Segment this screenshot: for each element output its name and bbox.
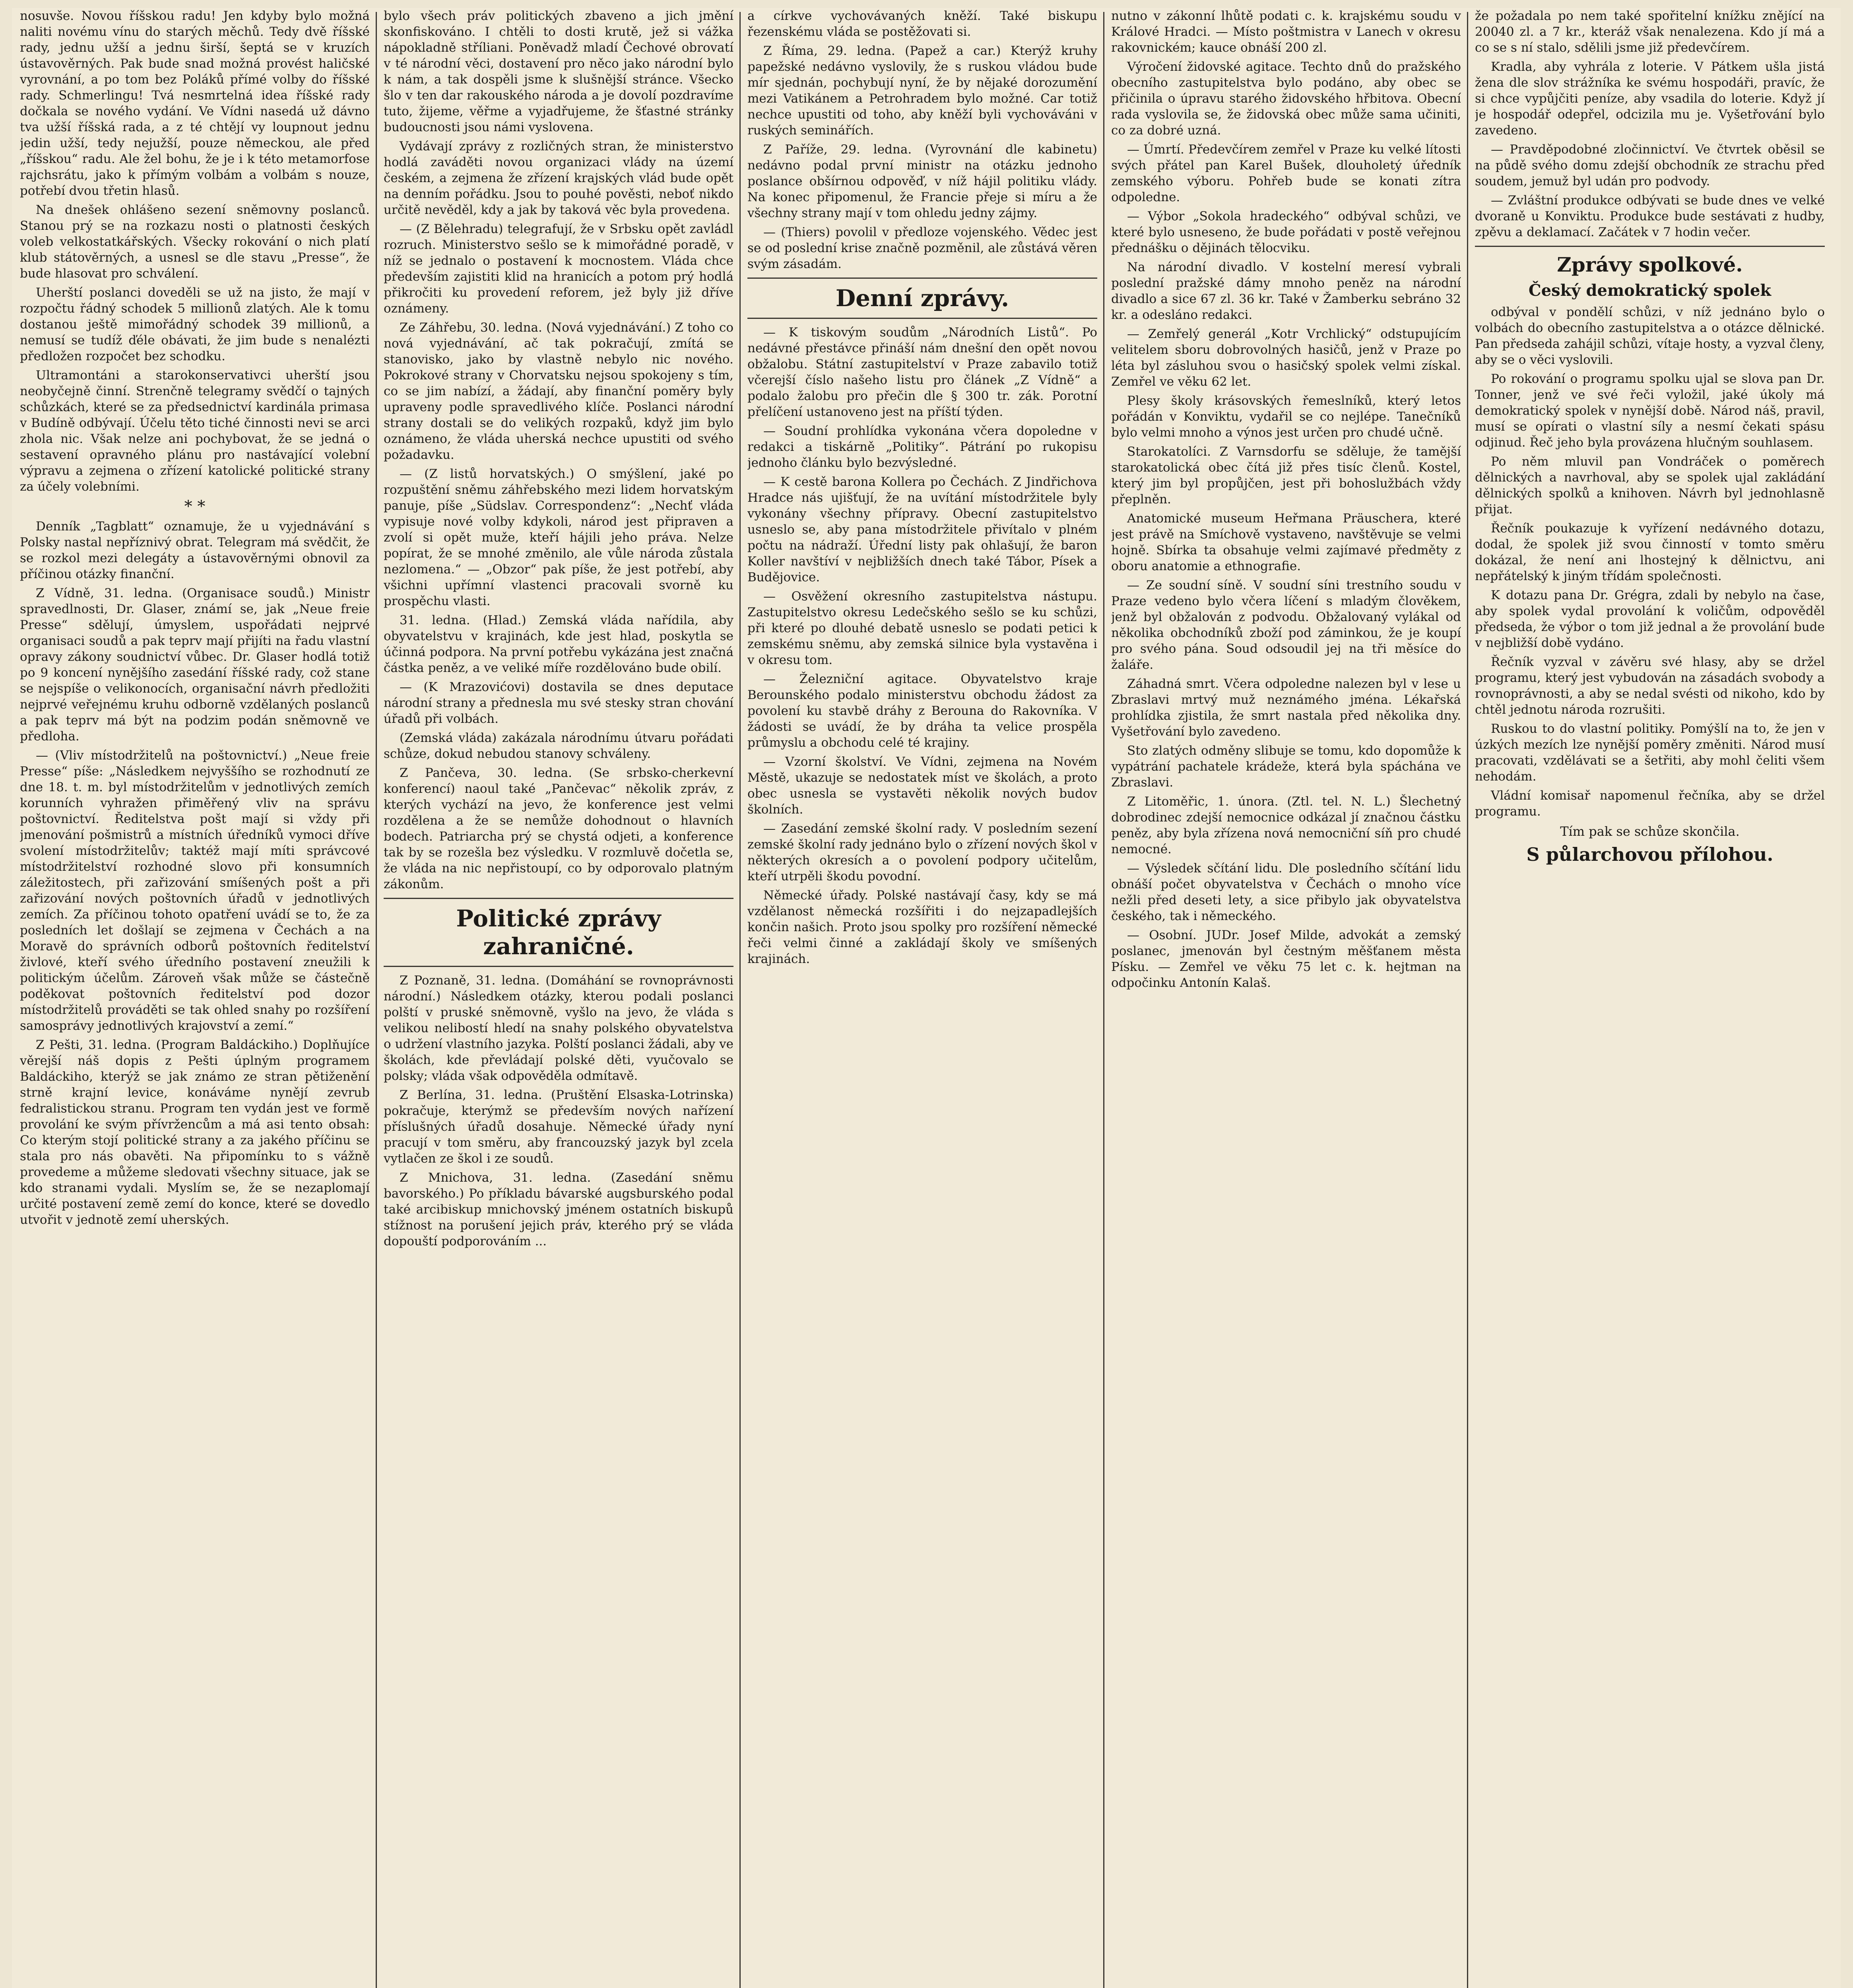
paragraph: — Ze soudní síně. V soudní síni trestního soudu v Praze vedeno bylo včera líčení s mladým člověkem, jenž byl obžalován z podvodu. Obžalovaný vylákal od několika obchodníků zboží pod záminkou, že je koupí pro svého pána. Soud odsoudil jej na tři měsíce do žaláře. — [1111, 578, 1461, 672]
column-1 — [20, 8, 370, 1988]
paragraph: — (K Mrazovićovi) dostavila se dnes deputace národní strany a přednesla mu své stesky stran chování úřadů při volbách. — [384, 680, 733, 726]
column-2 — [384, 8, 733, 1988]
subsection-title-democratic-club: Český demokratický spolek — [1528, 281, 1772, 300]
paragraph: Z Paříže, 29. ledna. (Vyrovnání dle kabinetu) nedávno podal první ministr na otázku jednoho poslance obšírnou odpověď, v níž hájil politiku vlády. Na konec připomenul, že Francie přeje si míru a že všechny strany mají v tom ohledu jedny zájmy. — [747, 142, 1097, 220]
paragraph: — Osobní. JUDr. Josef Milde, advokát a zemský poslanec, jmenován byl čestným měšťanem města Písku. — Zemřel ve věku 75 let c. k. hejtman na odpočinku Antonín Kalaš. — [1111, 928, 1461, 990]
paragraph: — K tiskovým soudům „Národních Listů“. Po nedávné přestávce přináší nám dnešní den opět novou obžalobu. Státní zastupitelství v Praze zabavilo totiž včerejší číslo našeho listu pro článek „Z Vídně“ a podalo žalobu pro přečin dle § 300 tr. zák. Porotní přelíčení ustanoveno jest na příští týden. — [747, 325, 1097, 419]
paragraph: Vládní komisař napomenul řečníka, aby se držel programu. — [1475, 788, 1825, 819]
paragraph: Ruskou to do vlastní politiky. Pomýšlí na to, že jen v úzkých mezích lze nynější poměry změniti. Národ musí pracovati, vzdělávati se a šetřiti, aby mohl čeliti všem nehodám. — [1475, 722, 1825, 784]
paragraph: Německé úřady. Polské nastávají časy, kdy se má vzdělanost německá rozšířiti i do nejzapadlejších končin našich. Proto jsou spolky pro rozšíření německé řeči velmi činné a zakládají školy ve smíšených krajinách. — [747, 888, 1097, 966]
paragraph: Uherští poslanci doveděli se už na jisto, že mají v rozpočtu řádný schodek 5 millionů zlatých. Ale k tomu dostanou ještě mimořádný schodek 39 millionů, a nemusí se tudíž ďéle obávati, že jim bude s nenalézti předložen rozpočet bez schodku. — [20, 285, 370, 363]
paragraph: Denník „Tagblatt“ oznamuje, že u vyjednávání s Polsky nastal nepříznivý obrat. Telegram má svědčit, že se rozkol mezi delegáty a ústavověrnými obnovil za příčinou otázky finanční. — [20, 519, 370, 581]
paragraph: Na národní divadlo. V kostelní meresí vybrali poslední pražské dámy mnoho peněz na národní divadlo a sice 67 zl. 36 kr. Také v Žamberku sebráno 32 kr. a odesláno redakci. — [1111, 260, 1461, 322]
paragraph: Z Pančeva, 30. ledna. (Se srbsko-cherkevní konferencí) naoul také „Pančevac“ několik zpráv, z kterých vychází na jevo, že konference jest velmi rozdělena a že se nemůže dohodnout o hlavních bodech. Patriarcha prý se chystá odjeti, a konference tak by se rozešla bez výsledku. V rozmluvě dočetla se, že vláda na nic nepřistoupí, co by odporovalo platným zákonům. — [384, 766, 733, 891]
paragraph: Na dnešek ohlášeno sezení sněmovny poslanců. Stanou prý se na rozkazu nosti o platnosti českých voleb velkostatkářských. Všecky rokování o nich platí klub státověrných, a usnesl se dle stavu „Presse“, že bude hlasovat pro schválení. — [20, 203, 370, 281]
paragraph: — Zemřelý generál „Kotr Vrchlický“ odstupujícím velitelem sboru dobrovolných hasičů, jenž v Praze po léta byl zásluhou svou o hasičský spolek velmi získal. Zemřel ve věku 62 let. — [1111, 327, 1461, 389]
column-divider — [739, 12, 741, 1988]
paragraph: Z Litoměřic, 1. února. (Ztl. tel. N. L.) Šlechetný dobrodinec zdejší nemocnice odkázal jí značnou částku peněz, aby byla zřízena nová nemocniční síň pro chudé nemocné. — [1111, 794, 1461, 856]
paragraph: Vydávají zprávy z rozličných stran, že ministerstvo hodlá zaváděti novou organizaci vlády na území českém, a zejmena že zřízení krajských vlád bude opět na denním pořádku. Jsou to pouhé pověsti, neboť nikdo určitě nevěděl, kdy a jak by taková věc byla provedena. — [384, 139, 733, 217]
paragraph: — Úmrtí. Předevčírem zemřel v Praze ku velké lítosti svých přátel pan Karel Bušek, dlouholetý úředník zemského výboru. Pohřeb bude se konati zítra odpoledne. — [1111, 142, 1461, 204]
column-divider — [1103, 12, 1104, 1988]
section-rule — [747, 278, 1097, 279]
section-rule — [747, 318, 1097, 319]
paragraph: — Soudní prohlídka vykonána včera dopoledne v redakci a tiskárně „Politiky“. Pátrání po rukopisu jednoho článku bylo bezvýsledné. — [747, 424, 1097, 470]
asterisk-separator: * * — [184, 497, 206, 516]
paragraph: Řečník poukazuje k vyřízení nedávného dotazu, dodal, že spolek již svou činností v tomto směru dokázal, že není ani lhostejný k dělnictvu, ani nepřátelský k jiným třídám společnosti. — [1475, 521, 1825, 583]
paragraph: — (Z listů horvatských.) O smýšlení, jaké po rozpuštění sněmu záhřebského mezi lidem horvatským panuje, píše „Südslav. Correspondenz“: „Nechť vláda vypisuje nové volby kdykoli, národ jest připraven a zvolí si opět muže, kteří hájili jeho práva. Nelze popírat, že se mnohé změnilo, ale vůle národa zůstala nezlomena.“ — „Obzor“ pak píše, že jest potřebí, aby všichni upřímní vlastenci pracovali svorně ku prospěchu vlasti. — [384, 467, 733, 608]
column-divider — [376, 12, 377, 1988]
paragraph: Výročení židovské agitace. Techto dnů do pražského obecního zastupitelstva bylo podáno, aby obec se přičinila o úpravu starého židovského hřbitova. Obecní rada vyslovila se, že židovská obec může sama učiniti, co za dobré uzná. — [1111, 60, 1461, 138]
paragraph: Z Pešti, 31. ledna. (Program Baldáckiho.) Doplňujíce věrejší náš dopis z Pešti úplným programem Baldáckiho, kterýž se jak známo ze stran pětiženění strně krajní levice, konáváme nynějí zevrub fedralistickou stranu. Program ten vydán jest ve formě provolání ke svým přívržencům a má asi tento obsah: Co kterým stojí politické strany a za jakého příčinu se stala pro nás obavěti. Na připomínku to s vážně provedeme a můžeme sledovati všechny situace, jak se kdo stranami vydali. Myslím se, že se nezaplomají určité postavení země zemí do konce, které se dovedlo utvořit v jednotě zemí uherských. — [20, 1038, 370, 1227]
paragraph: Ultramontáni a starokonservativci uherští jsou neobyčejně činní. Strenčně telegramy svědčí o tajných schůzkách, které se za předsednictví kardinála primasa v Budíně odbývají. Účelu těto tiché činnosti nevi se arci zhola nic. Však nelze ani pochybovat, že se jedná o sestavení opravného plánu pro nastávající volební výpravu a zejmena o zřízení katolické politické strany za účely volebními. — [20, 368, 370, 494]
section-rule — [384, 966, 733, 967]
paragraph: odbýval v pondělí schůzi, v níž jednáno bylo o volbách do obecního zastupitelstva a o otázce dělnické. Pan předseda zahájil schůzi, vítaje hosty, a vyzval členy, aby se o věci vyslovili. — [1475, 305, 1825, 367]
column-divider — [1467, 12, 1468, 1988]
column-5 — [1475, 8, 1825, 1988]
paragraph: — Železniční agitace. Obyvatelstvo kraje Berounského podalo ministerstvu obchodu žádost za povolení ku stavbě dráhy z Berouna do Rakovníka. V žádosti se uvádí, že by dráha ta velice prospěla průmyslu a obchodu celé té krajiny. — [747, 672, 1097, 750]
paragraph: že požadala po nem také spořitelní knížku znějící na 20040 zl. a 7 kr., kteráž však nenalezena. Kdo jí má a co se s ní stalo, sdělili jsme již předevčírem. — [1475, 9, 1825, 55]
paragraph: Z Říma, 29. ledna. (Papež a car.) Kterýž kruhy papežské nedávno vyslovily, že s ruskou vládou bude mír sjednán, pochybují nyní, že by nějaké dorozumění mezi Vatikánem a Petrohradem bylo možné. Car totiž nechce upustiti od toho, aby kněží byli vychováváni v ruských seminářích. — [747, 44, 1097, 138]
paragraph: — Výsledek sčítání lidu. Dle posledního sčítání lidu obnáší počet obyvatelstva v Čechách o mnoho více nežli před deseti lety, a sice přibylo jak obyvatelstva českého, tak i německého. — [1111, 861, 1461, 923]
paragraph: Po rokování o programu spolku ujal se slova pan Dr. Tonner, jenž ve své řeči vyložil, jaké úkoly má demokratický spolek v nynější době. Národ náš, pravil, musí se opírati o vlastní síly a nesmí čekati spásu odjinud. Řeč jeho byla provázena hlučným souhlasem. — [1475, 372, 1825, 450]
newspaper-page — [12, 8, 1841, 1988]
section-title-foreign-politics: Politické zprávy zahraničné. — [456, 905, 661, 960]
paragraph: Z Vídně, 31. ledna. (Organisace soudů.) Ministr spravedlnosti, Dr. Glaser, známí se, jak „Neue freie Presse“ sdělují, úmyslem, uspořádati nejprvé organisaci soudů a pak teprv mají přijíti na řadu vlastní opravy zákony soudnictví vůbec. Dr. Glaser hodlá totiž po 9 koncení nynějšího zasedání říšské rady, což stane se nejspíše o velikonocích, organisační návrh předložiti nejprvé veřejnému kruhu odborně vzdělaných poslanců a pak teprv má být na podzim podán sněmovně ve předloha. — [20, 586, 370, 744]
paragraph: bylo všech práv politických zbaveno a jich jmění skonfiskováno. I chtěli to dosti krutě, jež si vážka nápokladně stříliani. Poněvadž mladí Čechové obrovatí v té národní věci, dostavení pro něco jako národní bylo k nám, a tak dospěli jsme k slušnější stránce. Všecko šlo v ten dar rakouského národa a je dovolí pozdravíme tuto, žijeme, věřme a vyjadřujeme, že šťastné stránky budoucnosti jsou námi vyslovena. — [384, 9, 733, 134]
paragraph: — Zasedání zemské školní rady. V posledním sezení zemské školní rady jednáno bylo o zřízení nových škol v některých okresích a o povolení podpory učitelům, kteří utrpěli škodu povodní. — [747, 821, 1097, 883]
paragraph: Plesy školy krásovských řemeslníků, který letos pořádán v Konviktu, vydařil se co nejlépe. Tanečníků bylo velmi mnoho a výnos jest určen pro chudé učně. — [1111, 394, 1461, 440]
column-4 — [1111, 8, 1461, 1988]
section-rule — [384, 898, 733, 899]
paragraph: a církve vychovávaných kněží. Také biskupu řezenskému vláda se postěžovati si. — [747, 9, 1097, 39]
paragraph: Anatomické museum Heřmana Präuschera, které jest právě na Smíchově vystaveno, navštěvuje se velmi hojně. Sbírka ta obsahuje velmi zajímavé předměty z oboru anatomie a ethnografie. — [1111, 511, 1461, 573]
paragraph: 31. ledna. (Hlad.) Zemská vláda nařídila, aby obyvatelstvu v krajinách, kde jest hlad, poskytla se účinná podpora. Na první potřebu vykázána jest značná částka peněz, a ve veliké míře rozdělováno bude obilí. — [384, 613, 733, 675]
paragraph: — Zvláštní produkce odbývati se bude dnes ve velké dvoraně u Konviktu. Produkce bude sestávati z hudby, zpěvu a deklamací. Začátek v 7 hodin večer. — [1475, 193, 1825, 239]
paragraph: Po něm mluvil pan Vondráček o poměrech dělnických a navrhoval, aby se spolek ujal zakládání dělnických spolků a knihoven. Návrh byl jednohlasně přijat. — [1475, 454, 1825, 516]
paragraph: — Osvěžení okresního zastupitelstva nástupu. Zastupitelstvo okresu Ledečského sešlo se ku schůzi, při které po dlouhé debatě usneslo se podati petici k zemskému sněmu, aby zemská silnice byla vystavěna i v okresu tom. — [747, 589, 1097, 667]
paragraph: Sto zlatých odměny slibuje se tomu, kdo dopomůže k vypátrání pachatele krádeže, která byla spáchána ve Zbraslavi. — [1111, 744, 1461, 790]
paragraph: Záhadná smrt. Včera odpoledne nalezen byl v lese u Zbraslavi mrtvý muž neznámého jména. Lékařská prohlídka zjistila, že smrt nastala před několika dny. Vyšetřování bylo zavedeno. — [1111, 677, 1461, 739]
paragraph: — (Z Bělehradu) telegrafují, že v Srbsku opět zavládl rozruch. Ministerstvo sešlo se k mimořádné poradě, v níž se jednalo o postavení k mocnostem. Vláda chce především zajistiti klid na hranicích a potom prý hodlá přikročiti ku provedení reforem, jež byly již dříve oznámeny. — [384, 222, 733, 316]
paragraph: — K cestě barona Kollera po Čechách. Z Jindřichova Hradce nás ujišťují, že na uvítání místodržitele byly vykonány všechny přípravy. Obecní zastupitelstvo usneslo se, aby pana místodržitele přivítalo v plném počtu na nádraží. Úřední listy pak ohlašují, že baron Koller navštíví v nejbližších dnech také Tábor, Písek a Budějovice. — [747, 475, 1097, 584]
paragraph: Starokatolíci. Z Varnsdorfu se sděluje, že tamější starokatolická obec čítá již přes tisíc členů. Kostel, který jim byl propůjčen, jest při bohoslužbách vždy přeplněn. — [1111, 445, 1461, 507]
paragraph: Z Mnichova, 31. ledna. (Zasedání sněmu bavorského.) Po příkladu bávarské augsburského podal také arcibiskup mnichovský jménem ostatních biskupů stížnost na porušení jejich práv, kterého prý se vláda dopouští podporováním ... — [384, 1171, 733, 1248]
section-title-club-news: Zprávy spolkové. — [1557, 253, 1743, 276]
paragraph: nutno v zákonní lhůtě podati c. k. krajskému soudu v Králové Hradci. — Místo poštmistra v Lanech v okresu rakovnickém; kauce obnáší 200 zl. — [1111, 9, 1461, 55]
closing-note: Tím pak se schůze skončila. — [1560, 824, 1740, 839]
paragraph: — Pravděpodobné zločinnictví. Ve čtvrtek oběsil se na půdě svého domu zdejší obchodník ze strachu před soudem, jemuž byl udán pro podvody. — [1475, 142, 1825, 188]
paragraph: Z Poznaně, 31. ledna. (Domáhání se rovnoprávnosti národní.) Následkem otázky, kterou podali poslanci polští v pruské sněmovně, vyšlo na jevo, že vláda s velikou nelibostí hledí na snahy polského obyvatelstva o udržení vlastního jazyka. Polští poslanci žádali, aby ve školách, kde převládají polské děti, vyučovalo se polsky; vláda však odpověděla odmítavě. — [384, 973, 733, 1083]
paragraph: Řečník vyzval v závěru své hlasy, aby se držel programu, který jest vybudován na zásadách svobody a rovnoprávnosti, a aby se nedal svésti od nikoho, kdo by chtěl jednotu národa rozrušiti. — [1475, 655, 1825, 717]
column-3 — [747, 8, 1097, 1988]
paragraph: (Zemská vláda) zakázala národnímu útvaru pořádati schůze, dokud nebudou stanovy schváleny. — [384, 731, 733, 761]
paragraph: — (Thiers) povolil v předloze vojenského. Vědec jest se od poslední krise značně pozměnil, ale zůstává věren svým zásadám. — [747, 225, 1097, 271]
section-rule — [1475, 246, 1825, 247]
paragraph: — (Vliv místodržitelů na poštovnictví.) „Neue freie Presse“ píše: „Následkem nejvyššího se rozhodnutí ze dne 18. t. m. byl místodržitelům v jednotlivých zemích korunních vyhražen přiměřený vliv na správu poštovnictví. Ředitelstva pošt mají si vždy při jmenování pošmistrů a místních úředníků vymoci dříve svolení místodržitelův; taktéž mají míti správcové místodržitelství rozhodné slovo při konsumních záležitostech, při zařizování smíšených pošt a při zařizování nových poštovních úřadů v jednotlivých zemích. Za příčinou tohoto opatření uvádí se to, že za posledních let došlají se zejmena v Čechách a na Moravě do správních odborů poštovních ředitelství živlové, kteří svého úředního postavení zneužili k politickým účelům. Zároveň však může se částečně poděkovat poštovních ředitelství pod dozor místodržitelů prováděti se tak ohled snahy po rozšíření samosprávy jednotlivých krajovství a zemí.“ — [20, 748, 370, 1033]
paragraph: nosuvše. Novou říšskou radu! Jen kdyby bylo možná naliti novému vínu do starých měchů. Tedy dvě říšské rady, jednu užší a jednu širší, šeptá se v kruzích ústavověrných. Pak bude snad možná provést haličské vyrovnání, a po tom bez Poláků přímé volby do říšské rady. Schmerlingu! Tvá nesmrtelná idea říšské rady dočkala se nového vydání. Ve Vídni nasedá už dávno tva užší říšská rada, a z té chtějí vy loupnout jednu jedin užší, tedy nejužší, pouze německou, ale před „říšskou“ radu. Ale žel bohu, že je i k této metamorfose rajchsrátu, jako k přímým volbám a volbám s nouze, potřebí dvou třetin hlasů. — [20, 9, 370, 198]
paragraph: Kradla, aby vyhrála z loterie. V Pátkem ušla jistá žena dle slov strážníka ke svému hospodáři, pravíc, že si chce vypůjčiti peníze, aby vsadila do loterie. Když jí je hospodář odepřel, odcizila mu je. Vyšetřování bylo zavedeno. — [1475, 60, 1825, 138]
section-title-daily-news: Denní zprávy. — [835, 285, 1009, 312]
paragraph: — Výbor „Sokola hradeckého“ odbýval schůzi, ve které bylo usneseno, že bude pořádati v postě veřejnou přednášku o dějinách tělocviku. — [1111, 209, 1461, 255]
paragraph: Ze Záhřebu, 30. ledna. (Nová vyjednávání.) Z toho co nová vyjednávání, ač tak pokračují, zmítá se stanovisko, jako by vlastně nebylo nic nového. Pokrokové strany v Chorvatsku nejsou spokojeny s tím, co se jim nabízí, a žádají, aby finanční poměry byly upraveny podle spravedlivého klíče. Poslanci národní strany dostali se do velikých rozpaků, když jim bylo oznámeno, že vláda uherská nechce upustiti od svého požadavku. — [384, 320, 733, 462]
paragraph: — Vzorní školství. Ve Vídni, zejmena na Novém Městě, ukazuje se nedostatek míst ve školách, a proto obec usnesla se vystavěti několik nových budov školních. — [747, 755, 1097, 817]
paragraph: K dotazu pana Dr. Grégra, zdali by nebylo na čase, aby spolek vydal provolání k voličům, odpověděl předseda, že výbor o tom již jednal a že provolání bude v nejbližší době vydáno. — [1475, 588, 1825, 650]
supplement-note: S půlarchovou přílohou. — [1526, 844, 1773, 865]
paragraph: Z Berlína, 31. ledna. (Pruštění Elsaska-Lotrinska) pokračuje, kterýmž se především nových nařízení příslušných úřadů dosahuje. Německé úřady nyní pracují v tom směru, aby francouzský jazyk byl zcela vytlačen ze škol i ze soudů. — [384, 1088, 733, 1166]
